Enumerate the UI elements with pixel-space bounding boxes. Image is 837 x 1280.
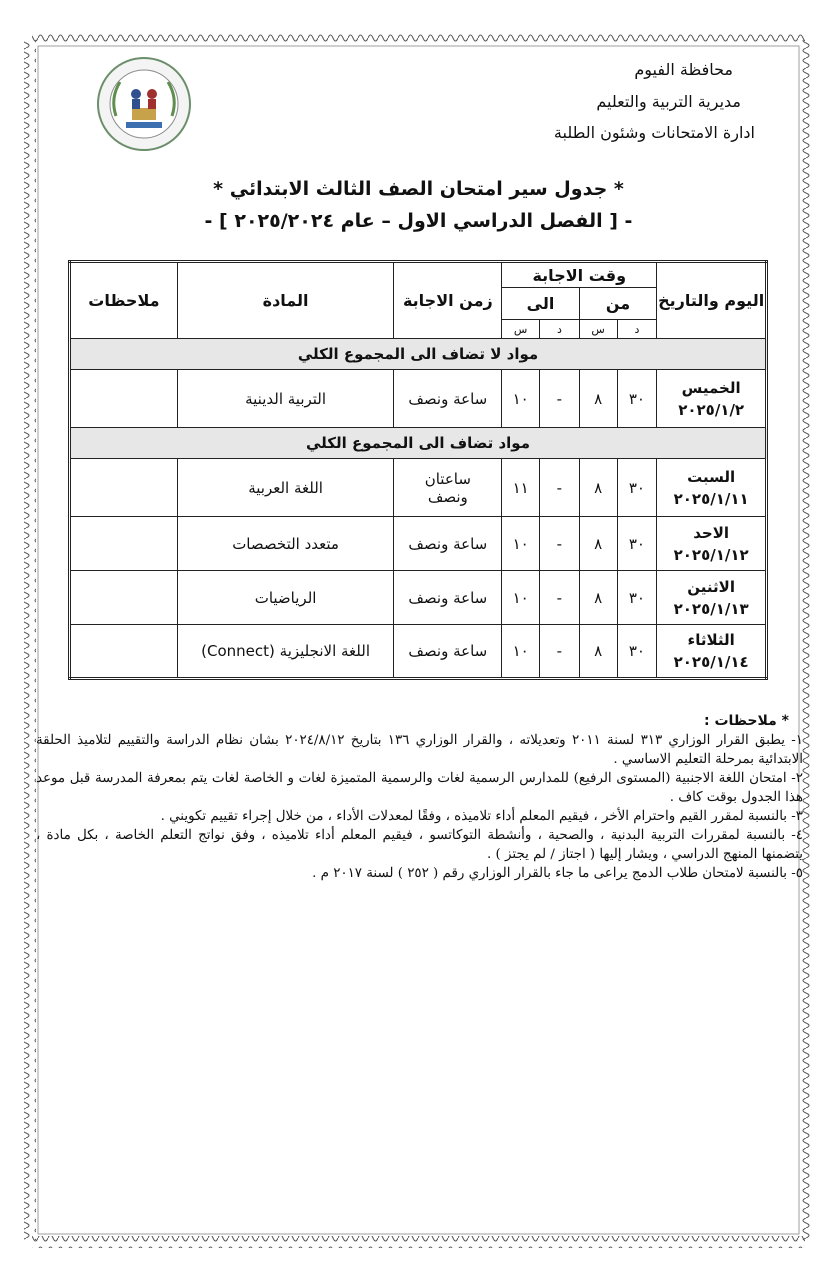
header-day-date: اليوم والتاريخ <box>657 262 767 339</box>
unit-minute: د <box>617 320 657 339</box>
from-minute: ٣٠ <box>617 625 657 679</box>
day-cell: الثلاثاء ٢٠٢٥/١/١٤ <box>657 625 767 679</box>
section-not-in-total: مواد لا تضاف الى المجموع الكلي <box>70 339 767 370</box>
to-minute: - <box>540 370 580 428</box>
to-hour: ١٠ <box>502 517 540 571</box>
unit-hour: س <box>502 320 540 339</box>
from-minute: ٣٠ <box>617 517 657 571</box>
department-label: ادارة الامتحانات وشئون الطلبة <box>553 123 755 142</box>
header-answer-time: وقت الاجابة <box>502 262 657 288</box>
table-row <box>70 459 767 517</box>
from-minute: ٣٠ <box>617 459 657 517</box>
duration-cell: ساعة ونصف <box>394 370 502 428</box>
day-cell: الخميس ٢٠٢٥/١/٢ <box>657 370 767 428</box>
to-hour: ١٠ <box>502 625 540 679</box>
notes-heading: * ملاحظات : <box>703 713 789 729</box>
to-minute: - <box>540 517 580 571</box>
duration-cell: ساعة ونصف <box>394 517 502 571</box>
section-in-total: مواد تضاف الى المجموع الكلي <box>70 428 767 459</box>
day-cell: الاثنين ٢٠٢٥/١/١٣ <box>657 571 767 625</box>
table-row <box>70 370 767 428</box>
notes-cell <box>70 459 178 517</box>
note-item: ١- يطبق القرار الوزاري ٣١٣ لسنة ٢٠١١ وتعديلاته ، والقرار الوزاري ١٣٦ بتاريخ ٢٠٢٤/٨/١٢ بشان نظام الدراسة والتقييم لتلاميذ الحلقة الابتدائية بمرحلة التعليم الاساسي . <box>36 733 803 767</box>
note-item: ٤- بالنسبة لمقررات التربية البدنية ، والصحية ، وأنشطة التوكاتسو ، فيقيم المعلم أداء تلاميذه ، وفق نواتج التعلم الخاصة ، بكل مادة ، يتضمنها المنهج الدراسي ، ويشار إليها ( اجتاز / لم يجتز ) . <box>36 828 803 862</box>
exam-schedule-table <box>68 260 768 680</box>
table-row <box>70 571 767 625</box>
to-hour: ١١ <box>502 459 540 517</box>
directorate-logo-icon <box>96 56 192 152</box>
duration-cell: ساعتان ونصف <box>394 459 502 517</box>
notes-section <box>36 712 803 883</box>
from-hour: ٨ <box>579 370 617 428</box>
header-duration: زمن الاجابة <box>394 262 502 339</box>
from-hour: ٨ <box>579 625 617 679</box>
to-minute: - <box>540 571 580 625</box>
subject-cell: الرياضيات <box>177 571 394 625</box>
to-hour: ١٠ <box>502 571 540 625</box>
from-hour: ٨ <box>579 459 617 517</box>
from-hour: ٨ <box>579 571 617 625</box>
to-minute: - <box>540 625 580 679</box>
document-subtitle: - [ الفصل الدراسي الاول – عام ٢٠٢٥/٢٠٢٤ ] - <box>204 210 633 232</box>
header-from: من <box>579 288 657 320</box>
notes-cell <box>70 625 178 679</box>
from-minute: ٣٠ <box>617 370 657 428</box>
header-to: الى <box>502 288 580 320</box>
to-hour: ١٠ <box>502 370 540 428</box>
notes-cell <box>70 571 178 625</box>
notes-cell <box>70 517 178 571</box>
duration-cell: ساعة ونصف <box>394 625 502 679</box>
header-notes: ملاحظات <box>70 262 178 339</box>
from-minute: ٣٠ <box>617 571 657 625</box>
unit-minute: د <box>540 320 580 339</box>
subject-cell: اللغة الانجليزية (Connect) <box>177 625 394 679</box>
to-minute: - <box>540 459 580 517</box>
governorate-label: محافظة الفيوم <box>634 60 733 79</box>
notes-cell <box>70 370 178 428</box>
subject-cell: متعدد التخصصات <box>177 517 394 571</box>
subject-cell: اللغة العربية <box>177 459 394 517</box>
document-title: * جدول سير امتحان الصف الثالث الابتدائي * <box>213 178 624 200</box>
day-cell: السبت ٢٠٢٥/١/١١ <box>657 459 767 517</box>
directorate-label: مديرية التربية والتعليم <box>596 92 741 111</box>
unit-hour: س <box>579 320 617 339</box>
day-cell: الاحد ٢٠٢٥/١/١٢ <box>657 517 767 571</box>
note-item: ٥- بالنسبة لامتحان طلاب الدمج يراعى ما جاء بالقرار الوزاري رقم ( ٢٥٢ ) لسنة ٢٠١٧ م . <box>312 866 803 881</box>
table-row <box>70 517 767 571</box>
subject-cell: التربية الدينية <box>177 370 394 428</box>
duration-cell: ساعة ونصف <box>394 571 502 625</box>
table-row <box>70 625 767 679</box>
note-item: ٢- امتحان اللغة الاجنبية (المستوى الرفيع) للمدارس الرسمية لغات والرسمية المتميزة لغات و الخاصة لغات يتم بمعرفة المدرسة قبل موعد هذا الجدول بوقت كاف . <box>36 771 803 805</box>
from-hour: ٨ <box>579 517 617 571</box>
header-subject: المادة <box>177 262 394 339</box>
note-item: ٣- بالنسبة لمقرر القيم واحترام الأخر ، فيقيم المعلم أداء تلاميذه ، وفقًا لمعدلات الأداء ، من خلال إجراء تقييم تكويني . <box>160 809 803 824</box>
